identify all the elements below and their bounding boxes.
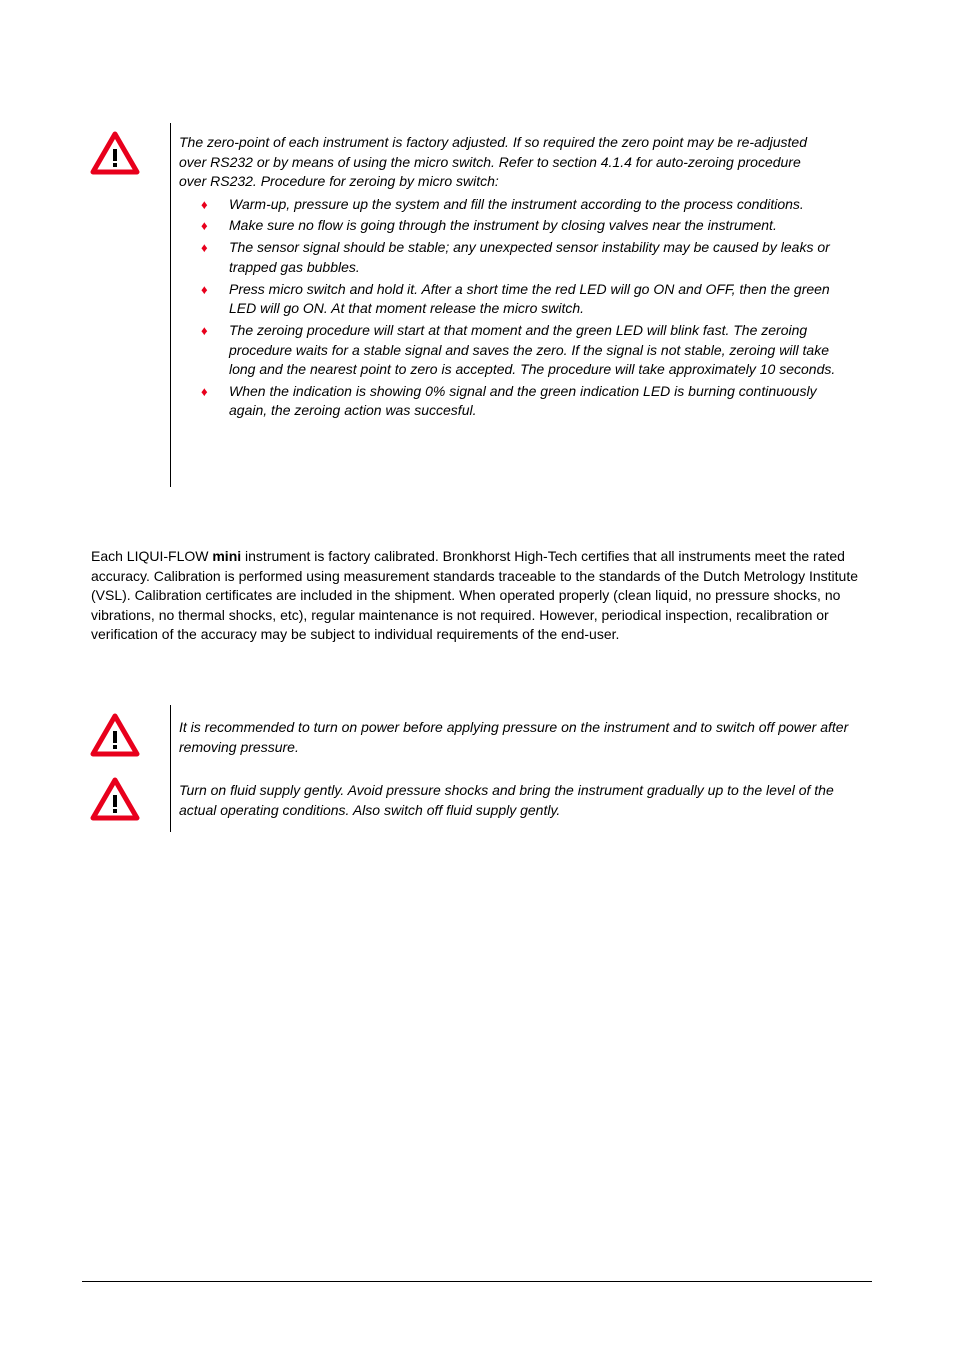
zeroing-steps — [179, 195, 839, 421]
diamond-bullet-icon: ♦ — [201, 196, 208, 212]
calibration-paragraph: Each LIQUI-FLOW mini instrument is factory calibrated. Bronkhorst High-Tech certifies that all instruments meet the rated accuracy. Calibration is performed using measurement standards traceable to the standards of the Dutch Metrology Institute (VSL). Calibration certificates are included in the shipment. When operated properly (clean liquid, no pressure shocks, no vibrations, no thermal shocks, etc), regular maintenance is not required. However, periodical inspection, recalibration or verification of the accuracy may be subject to individual requirements of the end-user. — [91, 548, 859, 642]
list-item: ♦ When the indication is showing 0% signal and the green indication LED is burning continuously again, the zeroing action was succesful. — [201, 382, 817, 419]
fluid-supply-note: Turn on fluid supply gently. Avoid pressure shocks and bring the instrument gradually up to the level of the actual operating conditions. Also switch off fluid supply gently. — [179, 782, 834, 818]
warning-triangle-icon — [90, 131, 140, 175]
product-name-bold: mini — [212, 548, 242, 564]
note-divider — [170, 705, 171, 832]
list-item: ♦ The zeroing procedure will start at that moment and the green LED will blink fast. The zeroing procedure waits for a stable signal and saves the zero. If the signal is not stable, zeroing will take long and the nearest point to zero is accepted. The procedure will take approximately 10 seconds. — [201, 322, 836, 378]
list-item: ♦ Make sure no flow is going through the instrument by closing valves near the instrument. — [179, 216, 839, 236]
note-divider — [170, 123, 171, 487]
diamond-bullet-icon: ♦ — [201, 323, 208, 339]
zeroing-note — [179, 133, 839, 423]
warning-triangle-icon — [90, 713, 140, 757]
diamond-bullet-icon: ♦ — [201, 383, 208, 399]
power-note: It is recommended to turn on power before applying pressure on the instrument and to switch off power after removing pressure. — [179, 719, 849, 755]
zeroing-intro: The zero-point of each instrument is factory adjusted. If so required the zero point may be re-adjusted over RS232 or by means of using the micro switch. Refer to section 4.1.4 for auto-zeroing procedure over RS232. Procedure for zeroing by micro switch: — [179, 134, 807, 189]
diamond-bullet-icon: ♦ — [201, 240, 208, 256]
footer-divider — [82, 1281, 872, 1282]
list-item: ♦ Warm-up, pressure up the system and fill the instrument according to the process conditions. — [179, 195, 839, 215]
list-item: ♦ The sensor signal should be stable; any unexpected sensor instability may be caused by leaks or trapped gas bubbles. — [201, 239, 830, 275]
list-item: ♦ Press micro switch and hold it. After a short time the red LED will go ON and OFF, then the green LED will go ON. At that moment release the micro switch. — [201, 280, 830, 317]
diamond-bullet-icon: ♦ — [201, 218, 208, 234]
diamond-bullet-icon: ♦ — [201, 281, 208, 297]
warning-triangle-icon — [90, 777, 140, 821]
